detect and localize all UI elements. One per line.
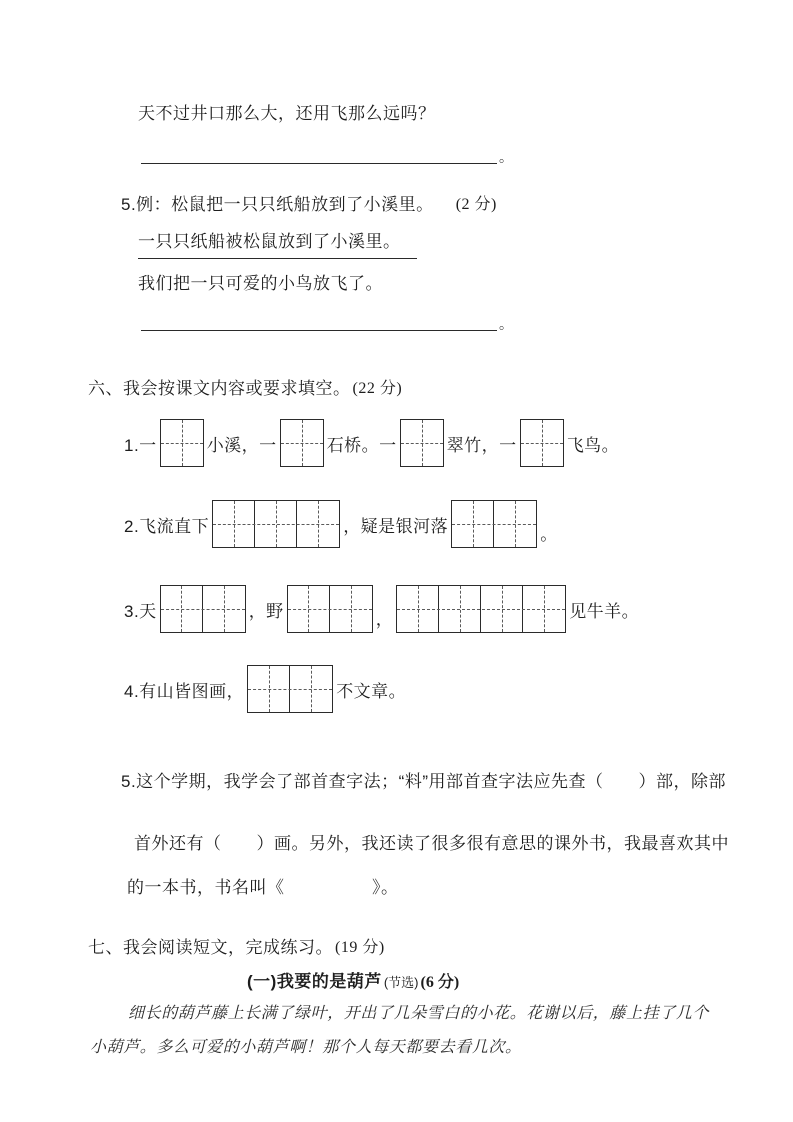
blank-line-period: 。 (499, 149, 513, 165)
tianzige-cell (439, 586, 481, 632)
blank-line-period: 。 (499, 316, 513, 332)
section-six-heading-label: 六、我会按课文内容或要求填空。 (88, 379, 351, 398)
tianzige-cell (523, 586, 565, 632)
section-seven-heading-score: (19 分) (335, 939, 385, 956)
tianzige-grid (247, 665, 333, 713)
tianzige-cell (213, 501, 255, 547)
fill-item-1-text: 飞鸟。 (566, 435, 620, 455)
fill-item-3-text: ，野 (248, 601, 284, 621)
fill-item-1-text: 石桥。一 (326, 435, 397, 455)
fill-item-3-text: 见牛羊。 (569, 601, 640, 621)
passage-title-text: 我要的是葫芦 (276, 972, 382, 991)
fill-item-3 (121, 585, 642, 633)
section-six-heading-score: (22 分) (352, 380, 403, 397)
answer-blank-line (141, 163, 497, 164)
fill-item-2-text: 2.飞流直下 (124, 516, 210, 536)
fill-item-3-comma: ， (375, 610, 394, 629)
fill-item-4-text: 4.有山皆图画， (124, 681, 245, 701)
rewrite-sentence: 我们把一只可爱的小鸟放飞了。 (138, 274, 383, 293)
passage-title-part: (一) (247, 972, 277, 991)
tianzige-grid (212, 500, 340, 548)
tianzige-grid (280, 419, 324, 467)
example-answer-wrap (138, 231, 417, 259)
tianzige-grid (396, 585, 566, 633)
tianzige-cell (255, 501, 297, 547)
fill-item-3-text: 3.天 (124, 601, 157, 621)
tianzige-cell (297, 501, 339, 547)
tianzige-cell (161, 586, 203, 632)
passage-title (247, 967, 459, 992)
passage-title-score: (6 分) (420, 974, 460, 991)
tianzige-cell (397, 586, 439, 632)
tianzige-grid (520, 419, 564, 467)
section-six-heading (88, 378, 402, 400)
tianzige-cell (481, 586, 523, 632)
fill-item-2-text: ，疑是银河落 (343, 516, 449, 536)
fill-item-1-text: 小溪，一 (206, 435, 277, 455)
fill-item-4-text: 不文章。 (336, 681, 407, 701)
question-5-row (121, 194, 497, 216)
tianzige-cell (330, 586, 372, 632)
question-5-prompt: 5.例：松鼠把一只只纸船放到了小溪里。 (121, 195, 434, 214)
fill-item-2-period: 。 (540, 525, 558, 544)
answer-blank-line (141, 330, 497, 331)
tianzige-grid (400, 419, 444, 467)
tianzige-grid (287, 585, 373, 633)
section-seven-heading (88, 937, 385, 959)
tianzige-cell (248, 666, 290, 712)
question-5-score: (2 分) (455, 196, 497, 213)
tianzige-cell (452, 501, 494, 547)
question-carry-text: 天不过井口那么大，还用飞那么远吗？ (138, 104, 436, 123)
fill-item-5-line2: 首外还有（ ）画。另外，我还读了很多很有意思的课外书，我最喜欢其中 (134, 834, 729, 853)
fill-item-4 (121, 665, 409, 713)
tianzige-cell (521, 420, 563, 466)
tianzige-cell (161, 420, 203, 466)
tianzige-cell (281, 420, 323, 466)
fill-item-5-line1: 5.这个学期，我学会了部首查字法；“料”用部首查字法应先查（ ）部，除部 (121, 772, 726, 791)
tianzige-grid (160, 419, 204, 467)
fill-item-1-text: 1.一 (124, 435, 157, 455)
passage-title-note: (节选) (383, 975, 419, 990)
tianzige-cell (203, 586, 245, 632)
example-answer-underlined: 一只只纸船被松鼠放到了小溪里。 (138, 231, 417, 259)
passage-text: 细长的葫芦藤上长满了绿叶，开出了几朵雪白的小花。花谢以后，藤上挂了几个小葫芦。多么可爱的小葫芦啊！那个人每天都要去看几次。 (90, 1005, 710, 1056)
fill-item-1-text: 翠竹，一 (446, 435, 517, 455)
tianzige-grid (451, 500, 537, 548)
tianzige-cell (401, 420, 443, 466)
section-seven-heading-label: 七、我会阅读短文，完成练习。 (88, 938, 333, 957)
tianzige-grid (160, 585, 246, 633)
fill-item-5-line3: 的一本书，书名叫《 》。 (127, 878, 399, 897)
tianzige-cell (290, 666, 332, 712)
tianzige-cell (494, 501, 536, 547)
fill-item-2 (121, 500, 561, 548)
fill-item-1 (121, 419, 622, 467)
tianzige-cell (288, 586, 330, 632)
